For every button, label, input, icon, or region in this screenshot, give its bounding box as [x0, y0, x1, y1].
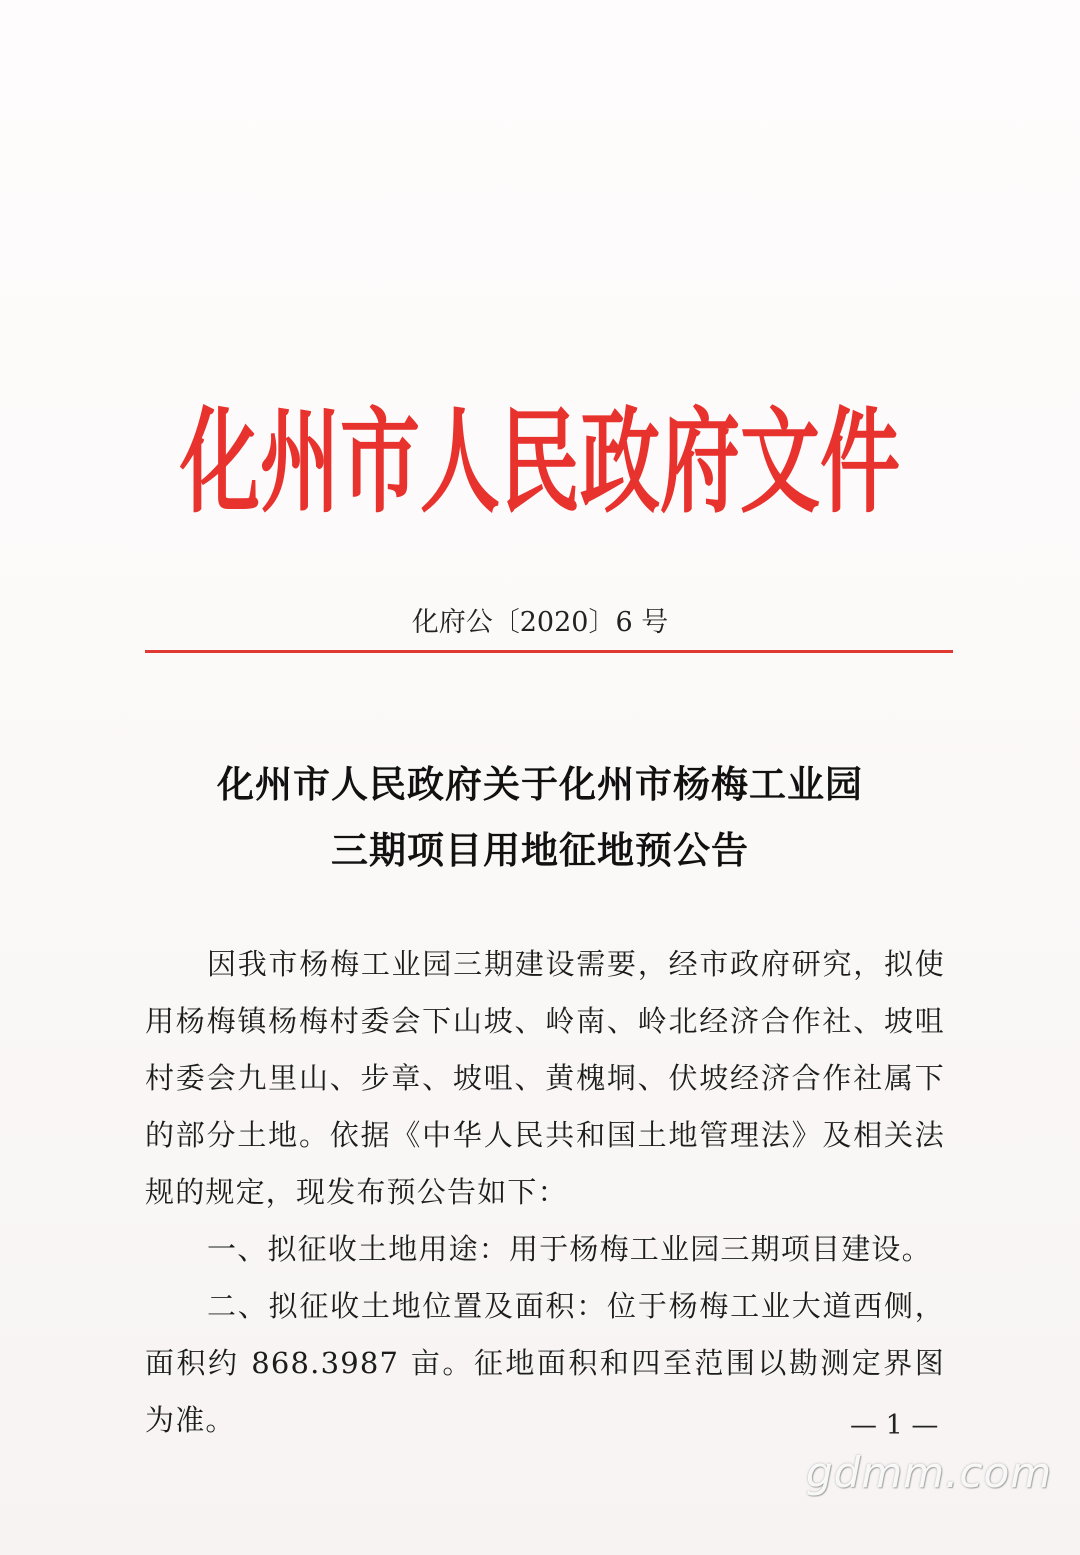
issuer-header-title: 化州市人民政府文件 — [180, 396, 900, 529]
document-body — [145, 936, 945, 1449]
document-number: 化府公〔2020〕6 号 — [411, 607, 669, 638]
red-divider-line — [145, 650, 953, 653]
body-paragraph-item-1: 一、拟征收土地用途：用于杨梅工业园三期项目建设。 — [207, 1232, 932, 1266]
document-title-line-2: 三期项目用地征地预公告 — [331, 829, 749, 872]
document-title — [0, 752, 1080, 884]
document-title-line-1: 化州市人民政府关于化州市杨梅工业园 — [217, 763, 863, 806]
body-paragraph-intro: 因我市杨梅工业园三期建设需要，经市政府研究，拟使用杨梅镇杨梅村委会下山坡、岭南、岭北经济合作社、坡咀村委会九里山、步章、坡咀、黄槐垌、伏坡经济合作社属下的部分土地。依据《中华人民共和国土地管理法》及相关法规的规定，现发布预公告如下： — [145, 947, 945, 1209]
watermark: gdmm.com — [806, 1448, 1053, 1497]
body-paragraph-item-2: 二、拟征收土地位置及面积：位于杨梅工业大道西侧，面积约 868.3987 亩。征地面积和四至范围以勘测定界图为准。 — [145, 1289, 945, 1437]
page-number: — 1 — — [850, 1410, 939, 1441]
